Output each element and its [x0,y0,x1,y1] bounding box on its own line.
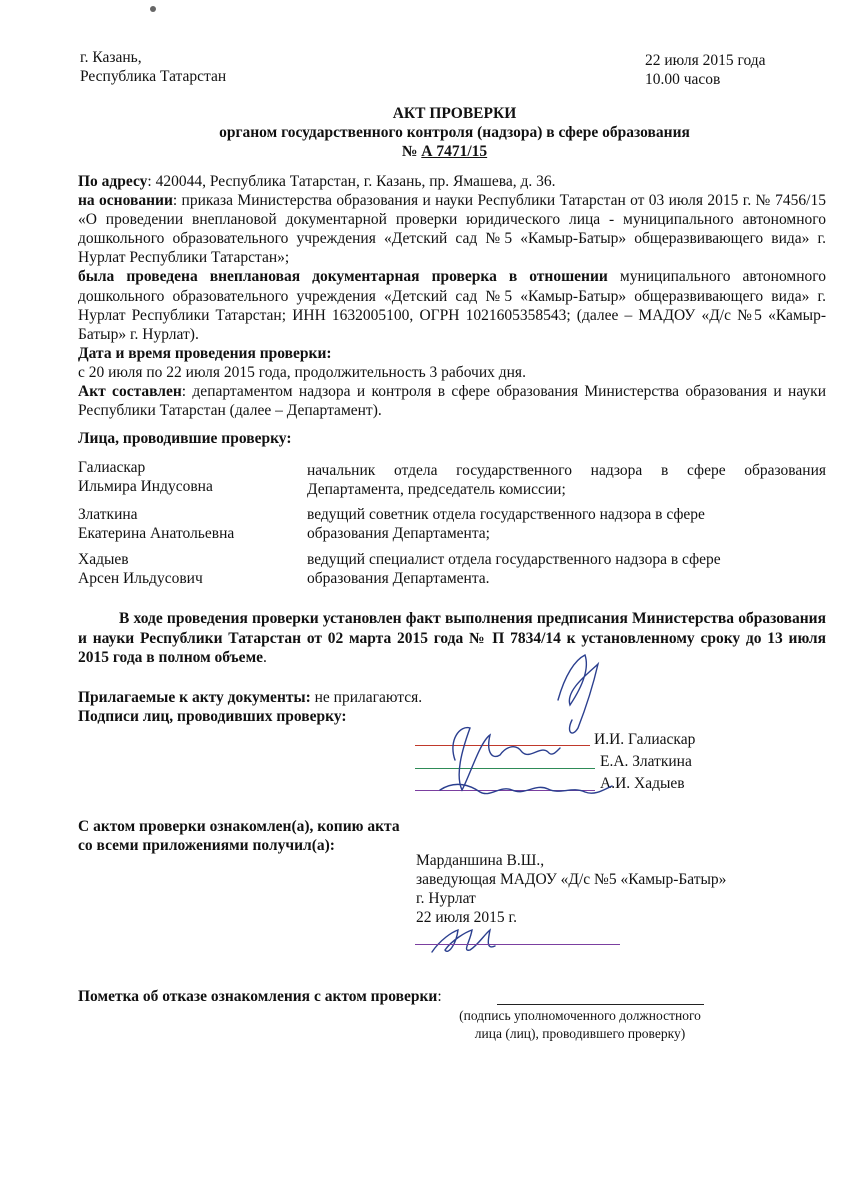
inspector-1-given: Ильмира Индусовна [78,478,213,495]
refusal-note [440,1007,720,1043]
signatures-label: Подписи лиц, проводивших проверку: [78,708,347,725]
inspection-label: была проведена внеплановая документарная проверка в отношении [78,268,608,286]
receiver-name: Марданшина В.Ш., [416,852,545,869]
inspector-3-name [78,550,203,588]
refusal-colon: : [437,988,442,1005]
basis-text: : приказа Министерства образования и науки Республики Татарстан от 03 июля 2015 г. № 7456/15 «О проведении внеплановой документарной проверки юридического лица - муниципального автономного дошкольного образовательного учреждения «Детский сад №5 «Камыр-Батыр» общеразвивающего вида» г. Нурлат Республики Татарстан»; [78,192,826,267]
basis-paragraph [78,191,826,267]
attachments-block [78,688,422,726]
title-authority: органом государственного контроля (надзора) в сфере образования [219,124,690,141]
header-datetime [645,51,766,89]
inspection-text: муниципального автономного дошкольного образовательного учреждения «Детский сад №5 «Камыр-Батыр» общеразвивающего вида» г. Нурлат Республики Татарстан; ИНН 1632005100, ОГРН 1021605358543; (далее – МАДОУ «Д/с №5 «Камыр-Батыр» г. Нурлат). [78,268,826,343]
inspection-paragraph [78,267,826,343]
header-city: г. Казань, [80,49,142,66]
receiver-signature-line [415,944,620,945]
scan-dot [150,6,156,12]
header-time: 10.00 часов [645,71,721,88]
receiver-date: 22 июля 2015 г. [416,909,517,926]
signatory-1: И.И. Галиаскар [594,731,696,748]
header-date: 22 июля 2015 года [645,52,766,69]
attachments-label: Прилагаемые к акту документы: [78,689,311,706]
inspector-2-surname: Златкина [78,506,138,523]
inspector-2-role: ведущий советник отдела государственного надзора в сфере образования Департамента; [307,506,705,542]
inspectors-heading: Лица, проводившие проверку: [78,430,292,447]
receiver-block [416,851,726,927]
signature-zlatkina [453,728,560,790]
refusal-signature-line [497,1004,704,1005]
inspector-1-name [78,458,213,496]
title-number-line [40,142,849,161]
attachments-line [78,688,422,707]
title-act: АКТ ПРОВЕРКИ [392,105,517,122]
signature-line-2 [415,768,595,769]
receiver-position: заведующая МАДОУ «Д/с №5 «Камыр-Батыр» [416,871,727,888]
inspector-2-name [78,505,234,543]
title-number: А 7471/15 [421,143,488,160]
document-body [78,172,826,420]
finding-text: В ходе проведения проверки установлен факт выполнения предписания Министерства образования и науки Республики Татарстан от 02 марта 2015 года № П 7834/14 к установленному сроку до 13 июля 2015 года в полном объеме [78,610,826,666]
inspector-1-role: начальник отдела государственного надзора в сфере образования Департамента, председатель комиссии; [307,462,826,498]
inspector-3-given: Арсен Ильдусович [78,570,203,587]
finding-paragraph [78,609,826,668]
document-title [0,104,849,161]
datetime-text: с 20 июля по 22 июля 2015 года, продолжительность 3 рабочих дня. [78,363,526,381]
address-label: По адресу [78,173,148,190]
header-region: Республика Татарстан [80,68,227,85]
inspector-2-given: Екатерина Анатольевна [78,525,235,542]
signature-mardanshina [432,930,495,952]
compiled-label: Акт составлен [78,383,182,401]
signature-line-3 [415,790,595,791]
header-location [80,48,226,86]
inspector-1-surname: Галиаскар [78,459,146,476]
compiled-paragraph [78,382,826,420]
acknowledgement-line-1: С актом проверки ознакомлен(а), копию акта [78,818,400,835]
receiver-city: г. Нурлат [416,890,476,907]
inspector-3-role: ведущий специалист отдела государственного надзора в сфере образования Департамента. [307,551,721,587]
signature-hadyev [440,784,612,793]
refusal-note-line-2: лица (лиц), проводившего проверку) [474,1026,686,1041]
datetime-label: Дата и время проведения проверки: [78,344,332,362]
signature-line-1 [415,745,590,746]
finding-end: . [263,649,267,666]
address-paragraph [78,172,826,191]
title-number-prefix: № [401,143,422,160]
acknowledgement-line-2: со всеми приложениями получил(а): [78,837,335,854]
refusal-note-line-1: (подпись уполномоченного должностного [459,1008,701,1023]
compiled-text: : департаментом надзора и контроля в сфере образования Министерства образования и науки Республики Татарстан (далее – Департамент). [78,383,826,420]
refusal-line [78,988,442,1006]
signatory-3: А.И. Хадыев [600,775,685,792]
signatory-2: Е.А. Златкина [600,753,692,770]
refusal-label: Пометка об отказе ознакомления с актом проверки [78,988,438,1005]
basis-label: на основании [78,192,173,210]
inspector-3-surname: Хадыев [78,551,129,568]
acknowledgement-block [78,817,400,855]
attachments-value: не прилагаются. [310,689,423,706]
address-text: : 420044, Республика Татарстан, г. Казань, пр. Ямашева, д. 36. [147,173,556,190]
